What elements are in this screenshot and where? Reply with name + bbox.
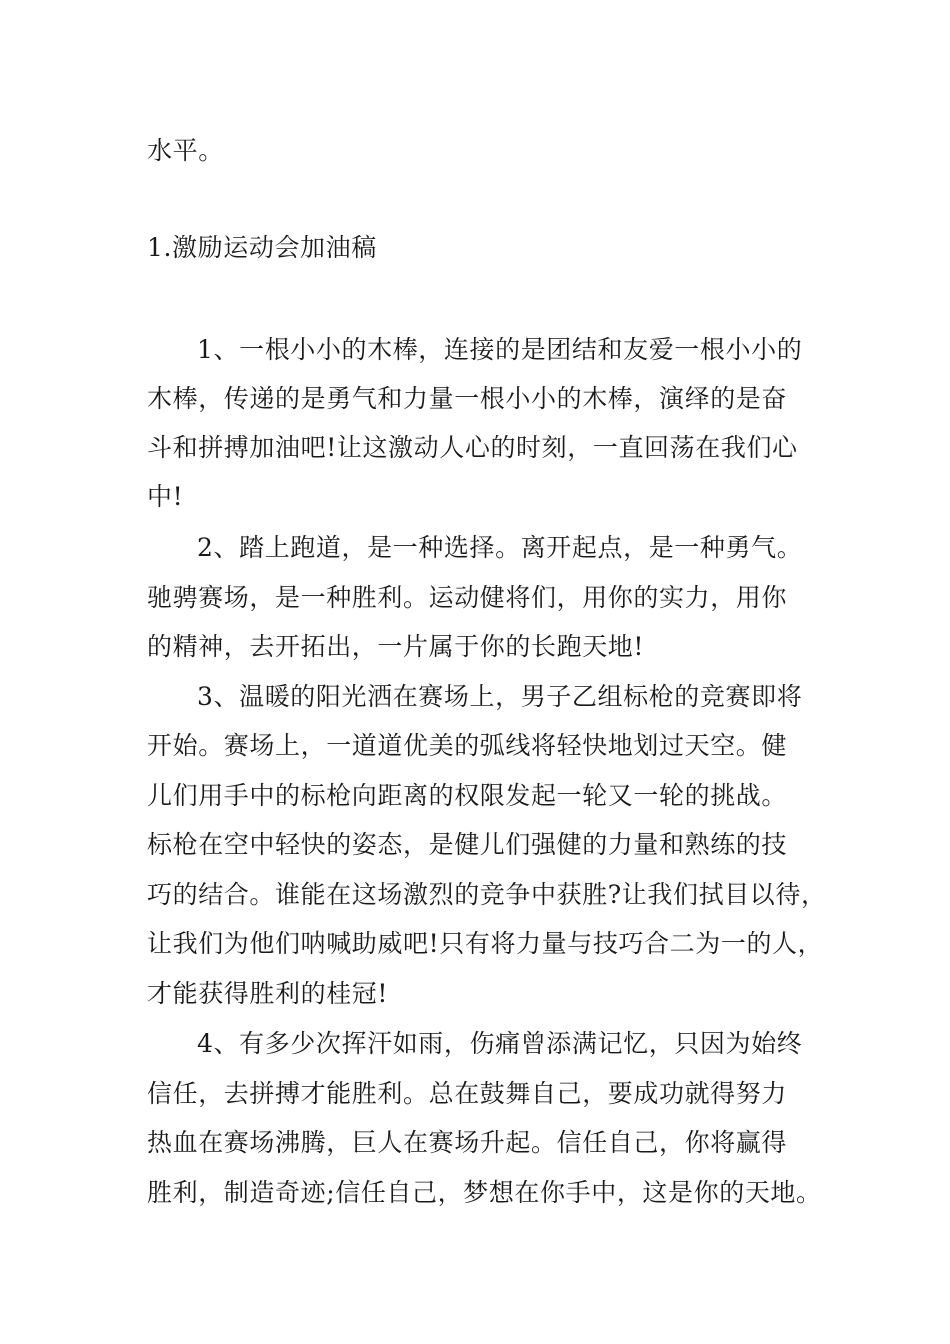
paragraph-3-line-2: 开始。赛场上，一道道优美的弧线将轻快地划过天空。健: [147, 731, 788, 760]
paragraph-2-line-2: 驰骋赛场，是一种胜利。运动健将们，用你的实力，用你: [147, 583, 788, 612]
text-fragment: 水平。: [147, 136, 224, 165]
paragraph-4-line-4: 胜利，制造奇迹;信任自己，梦想在你手中，这是你的天地。: [147, 1178, 822, 1207]
paragraph-3-line-1: 3、温暖的阳光洒在赛场上，男子乙组标枪的竞赛即将: [197, 682, 803, 711]
paragraph-2-line-1: 2、踏上跑道，是一种选择。离开起点，是一种勇气。: [197, 533, 803, 562]
paragraph-1-line-2: 木棒，传递的是勇气和力量一根小小的木棒，演绎的是奋: [147, 384, 788, 413]
paragraph-1-line-1: 1、一根小小的木棒，连接的是团结和友爱一根小小的: [197, 335, 803, 364]
paragraph-3-line-3: 儿们用手中的标枪向距离的权限发起一轮又一轮的挑战。: [147, 781, 788, 810]
paragraph-3-line-5: 巧的结合。谁能在这场激烈的竞争中获胜?让我们拭目以待，: [147, 880, 827, 909]
paragraph-4-line-2: 信任，去拼搏才能胜利。总在鼓舞自己，要成功就得努力: [147, 1079, 788, 1108]
paragraph-1-line-4: 中!: [147, 482, 184, 511]
paragraph-3-line-7: 才能获得胜利的桂冠!: [147, 979, 389, 1008]
paragraph-1-line-3: 斗和拼搏加油吧!让这激动人心的时刻，一直回荡在我们心: [147, 433, 798, 462]
section-heading: 1.激励运动会加油稿: [147, 233, 377, 262]
paragraph-4-line-1: 4、有多少次挥汗如雨，伤痛曾添满记忆，只因为始终: [197, 1029, 803, 1058]
paragraph-4-line-3: 热血在赛场沸腾，巨人在赛场升起。信任自己，你将赢得: [147, 1128, 788, 1157]
paragraph-2-line-3: 的精神，去开拓出，一片属于你的长跑天地!: [147, 632, 645, 661]
paragraph-3-line-4: 标枪在空中轻快的姿态，是健儿们强健的力量和熟练的技: [147, 830, 788, 859]
paragraph-3-line-6: 让我们为他们呐喊助威吧!只有将力量与技巧合二为一的人，: [147, 929, 824, 958]
